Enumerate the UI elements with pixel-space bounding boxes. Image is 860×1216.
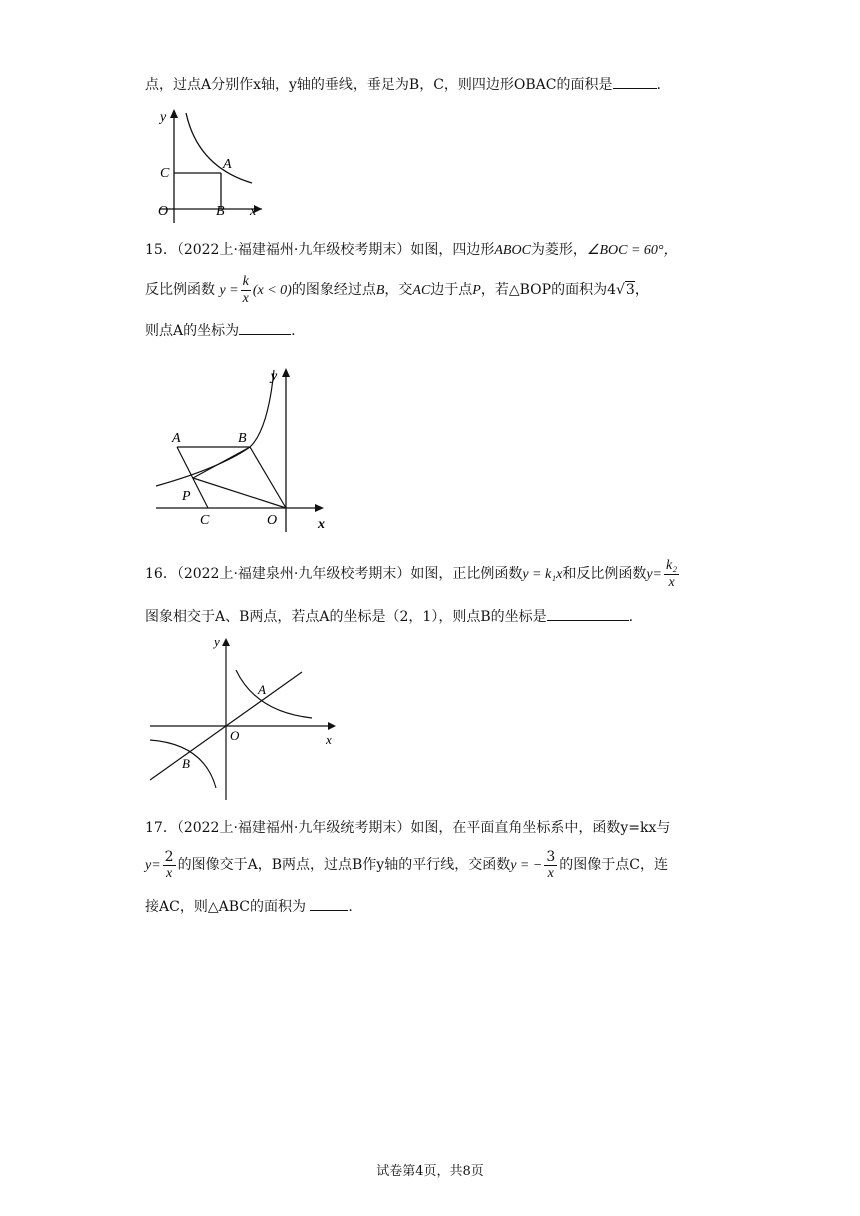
q14-c-label: C: [160, 166, 170, 181]
q17-number: 17．: [145, 820, 177, 836]
q17-text3: 的图像于点C，连: [559, 857, 668, 873]
q14-text: [145, 74, 661, 95]
q15-c-label: C: [200, 513, 210, 528]
q14-x-label: x: [250, 204, 257, 219]
q15-text7: ，若△BOP的面积为: [480, 282, 608, 298]
q15-answer-blank: [239, 320, 291, 335]
q15-text6: 边于点: [430, 282, 473, 298]
q16-figure: [150, 632, 350, 804]
q16-answer-blank: [547, 606, 629, 621]
q16-line1: [145, 556, 681, 593]
q15-line3-text: 则点A的坐标为: [145, 323, 240, 339]
q17-end: .: [348, 899, 353, 915]
q16-f2-y: y=: [646, 567, 662, 582]
q15-source: （2022上·福建福州·九年级校考期末）: [176, 242, 411, 258]
page-footer: 试卷第4页，共8页: [376, 1164, 484, 1179]
q17-f-den: x: [166, 865, 173, 881]
q17-line1-text: 如图，在平面直角坐标系中，函数y=kx与: [410, 820, 671, 836]
q15-line1: [145, 240, 678, 261]
q15-text1: 如图，四边形: [410, 242, 495, 258]
q17-line3-text: 接AC，则△ABC的面积为: [145, 899, 306, 915]
q17-source: （2022上·福建福州·九年级统考期末）: [176, 820, 411, 836]
q16-line2-text: 图象相交于A、B两点，若点A的坐标是（2，1），则点B的坐标是: [145, 609, 547, 625]
q15-area-radicand: 3: [625, 282, 635, 298]
q15-area-coef: 4: [607, 282, 616, 298]
q17-g-num: 3: [546, 848, 556, 865]
q16-b-label: B: [182, 756, 190, 771]
q15-y-label: y: [271, 369, 278, 384]
q15-text3: 反比例函数: [145, 282, 215, 298]
q17-text2: 的图像交于A，B两点，过点B作y轴的平行线，交函数: [177, 857, 511, 873]
q17-line3: [145, 896, 353, 917]
q15-x-label: x: [318, 517, 325, 532]
q16-frac-den: x: [668, 574, 675, 590]
q16-number: 16．: [145, 566, 177, 582]
q17-f-y: y=: [145, 858, 161, 873]
q16-x-label: x: [326, 732, 332, 747]
q14-end: .: [656, 77, 661, 93]
q15-side: AC: [412, 283, 431, 298]
q15-a-label: A: [172, 431, 181, 446]
q15-frac-den: x: [242, 290, 249, 306]
q15-o-label: O: [267, 513, 278, 528]
q16-line2: [145, 606, 633, 627]
q14-line1: 点，过点A分别作x轴，y轴的垂线，垂足为B，C，则四边形OBAC的面积是: [145, 77, 613, 93]
q15-number: 15．: [145, 242, 177, 258]
q15-figure: [150, 360, 340, 540]
q15-text5: ，交: [384, 282, 413, 298]
q16-y-label: y: [214, 634, 220, 649]
q17-line2: [145, 846, 668, 885]
q17-f-num: 2: [164, 848, 174, 865]
q14-y-label: y: [160, 110, 167, 125]
q15-line2: 反比例函数 y = $\frac{k}{x}$ (x < 0)的图象经过点B，交AC边于点P，若△BOP的面积为4√3，: [145, 273, 649, 306]
q17-answer-blank: [310, 896, 348, 911]
q15-text2: 为菱形，: [530, 242, 587, 258]
q17-fraction-g: [544, 849, 557, 882]
q17-line1: [145, 818, 670, 838]
q15-text8: ，: [634, 282, 649, 298]
q16-a-label: A: [258, 682, 266, 697]
q15-shape: ABOC: [494, 243, 531, 258]
q14-answer-blank: [613, 74, 657, 89]
q15-func-y: y =: [219, 283, 239, 298]
q17-fraction-f: [163, 849, 176, 882]
q15-p-label: P: [182, 489, 191, 504]
q15-text4: 的图象经过点: [291, 282, 376, 298]
q15-angle: ∠BOC = 60°，: [586, 243, 678, 258]
q16-fraction: [664, 558, 679, 591]
q15-end: .: [291, 323, 296, 339]
q15-b-label: B: [238, 431, 247, 446]
q15-frac-num: k: [242, 273, 249, 289]
q14-o-label: O: [158, 204, 169, 219]
q14-figure: [150, 105, 270, 225]
q14-b-label: B: [216, 204, 225, 219]
q15-fraction: [241, 274, 251, 307]
q14-a-label: A: [223, 157, 232, 172]
q15-line3: [145, 320, 296, 341]
q15-point-b: B: [375, 283, 385, 298]
q17-g-den: x: [547, 865, 554, 881]
q16-end: .: [628, 609, 634, 625]
q15-func-cond: (x < 0): [252, 283, 292, 298]
q16-f1: y = k₁x: [522, 567, 563, 582]
q16-text2: 和反比例函数: [562, 566, 647, 582]
q17-g-y: y = −: [510, 858, 543, 873]
q16-text1: 如图，正比例函数: [410, 566, 523, 582]
q16-o-label: O: [230, 728, 240, 743]
q15-point-p: P: [472, 283, 481, 298]
q16-frac-num: k₂: [666, 557, 678, 573]
q16-source: （2022上·福建泉州·九年级校考期末）: [176, 566, 411, 582]
